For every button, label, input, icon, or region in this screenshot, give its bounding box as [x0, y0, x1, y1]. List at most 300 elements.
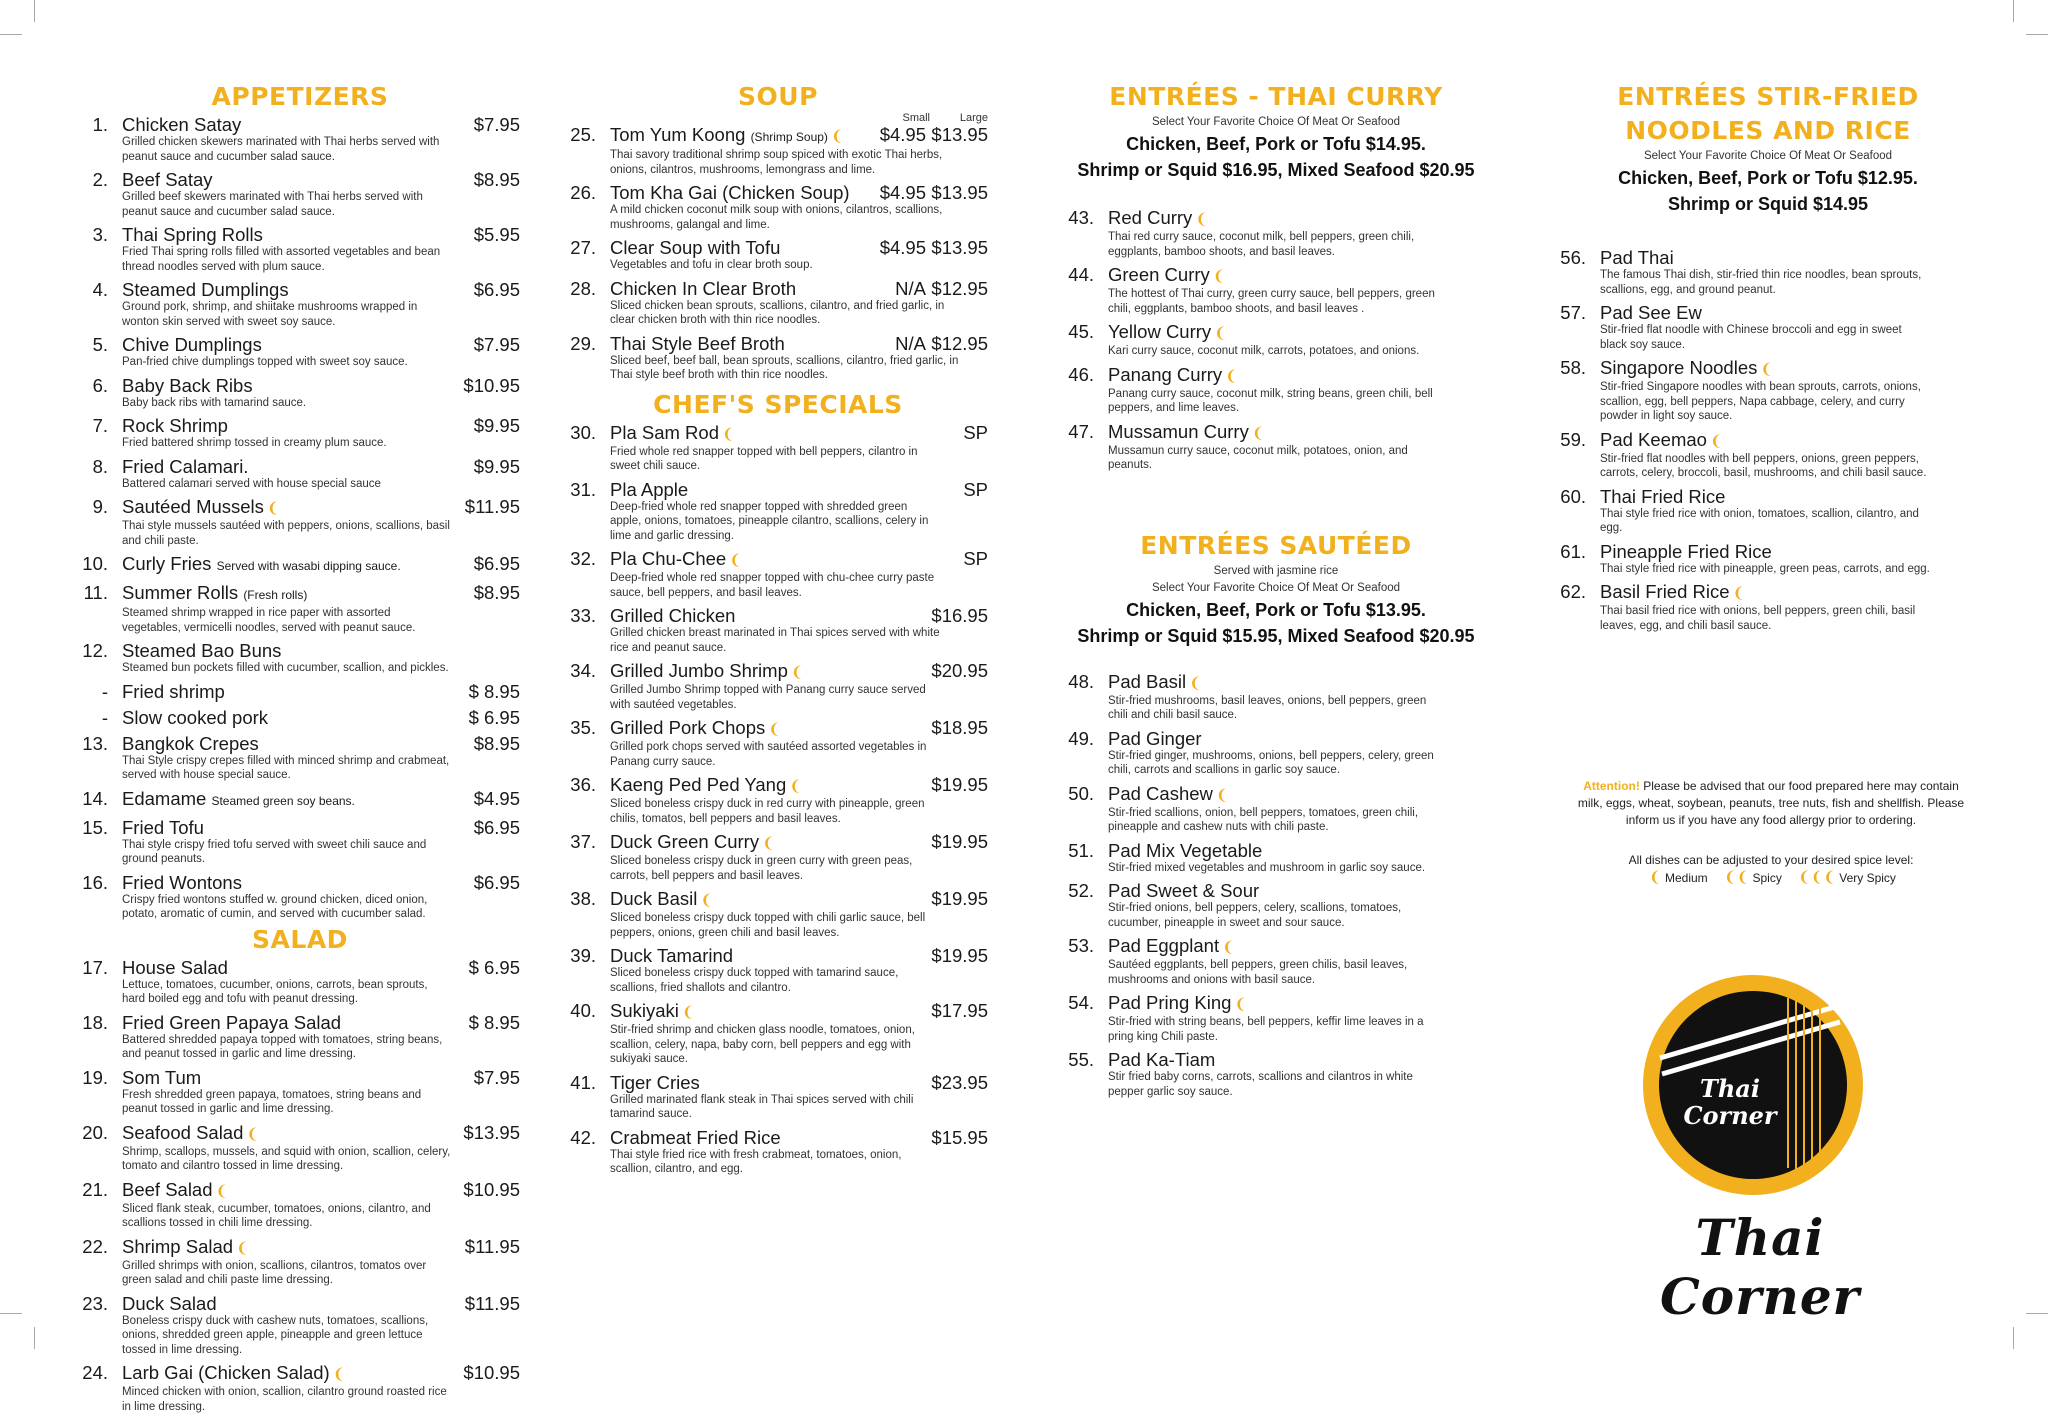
item-description: Fresh shredded green papaya, tomatoes, string beans and peanut tossed in garlic and lime dressing.: [122, 1088, 422, 1115]
menu-item-row: [568, 831, 988, 854]
item-note: Served with wasabi dipping sauce.: [216, 559, 401, 573]
item-name-group: [610, 831, 931, 854]
item-name-group: [610, 605, 931, 626]
menu-item: [568, 333, 988, 383]
crop-mark: [2013, 1327, 2014, 1349]
menu-item: [568, 124, 988, 177]
item-name: Kaeng Ped Ped Yang: [610, 774, 787, 795]
large-price: $13.95: [931, 124, 988, 145]
item-number: 34.: [570, 660, 596, 681]
chili-icon: ❨❨: [1724, 869, 1750, 886]
item-name: Pad See Ew: [1600, 302, 1702, 323]
curry-title: ENTRÉES - THAI CURRY: [1109, 82, 1443, 111]
item-name-group: [1600, 247, 1978, 268]
menu-item: [80, 415, 520, 451]
menu-item-row: [1066, 421, 1486, 444]
menu-item-row: [1066, 671, 1486, 694]
item-number: 16.: [82, 871, 108, 893]
item-name-group: [1108, 880, 1486, 901]
chili-icon: ❨: [1732, 585, 1746, 602]
item-number: 9.: [92, 496, 108, 517]
item-description: Thai style fried rice with onion, tomatoes, scallion, cilantro, and egg.: [1600, 507, 1919, 534]
item-name-group: [122, 788, 474, 812]
item-description: Stir-fried with string beans, bell peppers, keffir lime leaves in a pring king Chili paste.: [1108, 1016, 1424, 1043]
menu-item-row: [80, 1012, 520, 1033]
menu-item-row: [568, 278, 988, 299]
menu-item-row: [568, 182, 988, 203]
item-description: Thai style fried rice with fresh crabmeat, tomatoes, onion, scallion, cilantro, and egg.: [610, 1148, 902, 1175]
item-name-group: [610, 774, 931, 797]
menu-item-row: [80, 1067, 520, 1088]
menu-item: [568, 182, 988, 232]
spice-level-icons: [1576, 869, 1966, 887]
item-price: $11.95: [464, 496, 520, 517]
menu-item: [1066, 321, 1486, 359]
sauteed-subtitle-1: Served with jasmine rice: [1213, 564, 1339, 577]
item-name-group: [122, 114, 474, 135]
small-price: $4.95: [879, 124, 926, 145]
item-number: 11.: [83, 582, 108, 603]
crop-mark: [2026, 1313, 2048, 1314]
menu-item-row: [1066, 783, 1486, 806]
item-price: $11.95: [464, 1292, 520, 1314]
item-number: 31.: [570, 478, 596, 500]
logo-text-line-2: Corner: [1683, 1101, 1777, 1130]
item-number: 36.: [570, 774, 596, 795]
menu-item-row: [568, 1000, 988, 1023]
chili-icon: ❨: [789, 778, 802, 795]
item-price: SP: [963, 421, 988, 443]
menu-item: [80, 681, 520, 702]
salad-list: [80, 957, 520, 1415]
item-name: Bangkok Crepes: [122, 732, 259, 754]
crop-mark: [0, 1313, 22, 1314]
item-description: Lettuce, tomatoes, cucumber, onions, carrots, bean sprouts, hard boiled egg and tofu with peanut dressing.: [122, 978, 428, 1005]
item-name: Panang Curry: [1108, 363, 1223, 385]
item-description: Stir-fried mushrooms, basil leaves, onions, bell peppers, green chili and chili basil sauce.: [1108, 694, 1427, 721]
chili-icon: ❨: [790, 664, 804, 681]
chili-icon: ❨: [1760, 361, 1773, 378]
item-price: $6.95: [473, 871, 520, 893]
item-name-group: [1108, 935, 1486, 958]
menu-item-row: [568, 660, 988, 683]
item-price: $ 8.95: [468, 1011, 520, 1033]
item-name: Baby Back Ribs: [122, 374, 253, 396]
item-name: Tom Kha Gai (Chicken Soup): [610, 182, 850, 203]
item-description: Battered calamari served with house special sauce: [122, 477, 381, 490]
menu-item: [568, 1072, 988, 1122]
item-name-group: [610, 479, 963, 500]
chili-icon: ❨: [1195, 211, 1208, 228]
item-price: $ 8.95: [468, 680, 520, 702]
menu-item-row: [1558, 429, 1978, 452]
brand-name: Thai Corner: [1660, 1208, 1860, 1326]
item-number: 6.: [92, 374, 108, 396]
size-small-label: Small: [902, 112, 930, 124]
item-description: Sliced beef, beef ball, bean sprouts, scallions, cilantro, fried garlic, in Thai style beef broth with thin rice noodles.: [610, 354, 959, 381]
item-number: 14.: [82, 787, 108, 809]
item-description: Stir-fried ginger, mushrooms, onions, bell peppers, celery, green chili, carrots and scallions in garlic soy sauce.: [1108, 749, 1434, 776]
item-number: 2.: [92, 169, 108, 190]
item-name: Pla Apple: [610, 478, 689, 500]
item-name: Chive Dumplings: [122, 334, 262, 355]
item-name-group: [610, 660, 931, 683]
item-name-group: [610, 548, 963, 571]
item-description: Deep-fried whole red snapper topped with chu-chee curry paste sauce, bell peppers, and basil leaves.: [610, 572, 935, 599]
item-description: Thai basil fried rice with onions, bell peppers, green chili, basil leaves, egg, and chili basil sauce.: [1600, 605, 1916, 632]
menu-item: [80, 1236, 520, 1288]
item-number: 39.: [570, 945, 596, 966]
menu-item-row: [80, 788, 520, 812]
item-name-group: [122, 582, 474, 606]
item-price: $19.95: [931, 774, 988, 795]
item-description: Thai style fried rice with pineapple, green peas, carrots, and egg.: [1600, 562, 1930, 575]
chili-icon: ❨: [762, 835, 775, 852]
sauteed-list: [1066, 671, 1486, 1100]
item-name: Thai Spring Rolls: [122, 224, 263, 245]
menu-item: [80, 279, 520, 329]
menu-item: [1066, 207, 1486, 259]
chili-icon: ❨: [700, 892, 713, 909]
menu-item-row: [568, 479, 988, 500]
menu-item-row: [1558, 302, 1978, 323]
item-name-group: [610, 1127, 931, 1148]
item-description: Grilled Jumbo Shrimp topped with Panang curry sauce served with sautéed vegetables.: [610, 684, 926, 711]
item-name-group: [610, 182, 866, 203]
menu-item-row: [1558, 486, 1978, 507]
item-number: -: [101, 680, 108, 702]
item-number: 25.: [570, 124, 596, 145]
item-name: Shrimp Salad: [122, 1235, 234, 1257]
item-name-group: [122, 872, 474, 893]
menu-item: [80, 957, 520, 1007]
menu-item: [1066, 1049, 1486, 1099]
item-description: Stir-fried onions, bell peppers, celery, scallions, tomatoes, cucumber, pineapple in sweet and sour sauce.: [1108, 902, 1402, 929]
menu-item-row: [568, 1072, 988, 1093]
item-number: 28.: [570, 277, 596, 299]
large-price: $12.95: [931, 332, 988, 354]
item-number: 57.: [1560, 302, 1586, 323]
item-price: SP: [963, 548, 988, 569]
item-number: 54.: [1068, 992, 1094, 1013]
chili-icon: ❨: [722, 425, 735, 443]
menu-item-row: [1066, 840, 1486, 861]
menu-item: [80, 707, 520, 728]
item-price: $16.95: [931, 605, 988, 626]
sauteed-subtitle-2: Select Your Favorite Choice Of Meat Or Seafood: [1151, 581, 1401, 594]
menu-item: [1558, 247, 1978, 297]
item-name-group: [122, 456, 474, 477]
item-name: Clear Soup with Tofu: [610, 237, 781, 258]
menu-item-row: [80, 733, 520, 754]
chili-icon: ❨: [332, 1366, 346, 1383]
item-name-group: [122, 553, 474, 577]
menu-item-row: [80, 415, 520, 436]
menu-item: [568, 888, 988, 940]
item-number: 17.: [82, 956, 108, 978]
menu-item: [568, 660, 988, 712]
menu-item-row: [80, 334, 520, 355]
item-description: Ground pork, shrimp, and shiitake mushrooms wrapped in wonton skin served with sweet soy sauce.: [122, 301, 418, 328]
item-name-group: [122, 1362, 463, 1385]
item-name-group: [610, 278, 866, 299]
item-price: $11.95: [464, 1235, 520, 1257]
menu-item: [80, 1122, 520, 1174]
item-name: Pad Basil: [1108, 670, 1187, 692]
attention-text: Please be advised that our food prepared here may contain milk, eggs, wheat, soybean, peanuts, tree nuts, fish and shellfish. Please inform us if you have any food allergy prior to ordering.: [1577, 779, 1965, 827]
item-description: Grilled chicken breast marinated in Thai spices served with white rice and peanut sauce.: [610, 627, 940, 654]
large-price: $13.95: [931, 182, 988, 203]
menu-item-row: [80, 817, 520, 838]
menu-item-row: [1558, 247, 1978, 268]
item-number: 44.: [1068, 264, 1094, 285]
item-description: The famous Thai dish, stir-fried thin rice noodles, bean sprouts, scallions, egg, and ground peanut.: [1600, 269, 1922, 296]
item-description: Thai red curry sauce, coconut milk, bell peppers, green chili, eggplants, bamboo shoots, and basil leaves.: [1108, 231, 1415, 258]
menu-item-row: [80, 582, 520, 606]
item-name-group: [1108, 840, 1486, 861]
item-name: Pad Cashew: [1108, 782, 1213, 804]
item-description: Sliced boneless crispy duck in red curry with pineapple, green chilis, tomatos, bell peppers and basil leaves.: [610, 798, 925, 825]
noodles-list: [1558, 247, 1978, 633]
item-description: Panang curry sauce, coconut milk, string beans, green chili, bell peppers, and lime leaves.: [1108, 387, 1433, 414]
item-name: Pad Ka-Tiam: [1108, 1049, 1216, 1070]
item-description: Crispy fried wontons stuffed w. ground chicken, diced onion, potato, aromatic of cumin, and served with cucumber salad.: [122, 893, 428, 920]
menu-item: [80, 582, 520, 635]
item-note: (Shrimp Soup): [750, 130, 828, 144]
item-description: Deep-fried whole red snapper topped with shredded green apple, onions, tomatoes, pineapple cilantro, scallions, celery in lime and garlic dressing.: [610, 500, 929, 542]
item-description: Sliced boneless crispy duck topped with tamarind sauce, scallions, fried shallots and cilantro.: [610, 967, 899, 994]
item-name-group: [1108, 364, 1486, 387]
menu-item-row: [568, 1127, 988, 1148]
item-name: Thai Style Beef Broth: [610, 332, 785, 354]
item-name-group: [122, 733, 474, 754]
item-number: 8.: [92, 455, 108, 477]
menu-item-row: [80, 375, 520, 396]
item-name-group: [122, 1179, 463, 1202]
item-note: Steamed green soy beans.: [211, 793, 355, 808]
item-number: 10.: [82, 553, 108, 574]
menu-item: [568, 548, 988, 600]
item-description: Pan-fried chive dumplings topped with sweet soy sauce.: [122, 356, 408, 368]
item-description: Baby back ribs with tamarind sauce.: [122, 396, 307, 409]
item-name: Duck Tamarind: [610, 945, 734, 966]
crop-mark: [2026, 34, 2048, 35]
item-name: Pad Eggplant: [1108, 935, 1220, 956]
item-name: Pad Mix Vegetable: [1108, 839, 1263, 861]
item-number: 45.: [1068, 321, 1094, 342]
curry-subtitle: Select Your Favorite Choice Of Meat Or Seafood: [1151, 116, 1401, 128]
menu-item-row: [80, 681, 520, 702]
menu-item-row: [568, 124, 988, 148]
menu-item-row: [80, 1362, 520, 1385]
curry-list: [1066, 207, 1486, 473]
item-number: 22.: [82, 1235, 108, 1257]
item-name: Pad Keemao: [1600, 428, 1707, 450]
item-name-group: [1108, 264, 1486, 287]
menu-item: [1558, 302, 1978, 352]
item-description: Grilled pork chops served with sautéed assorted vegetables in Panang curry sauce.: [610, 741, 927, 768]
item-number: 61.: [1560, 540, 1586, 562]
item-name: Pad Ginger: [1108, 727, 1202, 749]
item-name-group: [122, 415, 474, 436]
item-name: Pineapple Fried Rice: [1600, 540, 1772, 562]
noodles-rice-column: [1558, 80, 1978, 638]
item-number: 19.: [82, 1066, 108, 1088]
item-description: Fried battered shrimp tossed in creamy plum sauce.: [122, 437, 387, 449]
item-name-group: [1108, 421, 1486, 444]
menu-item: [1066, 783, 1486, 835]
item-name: Beef Salad: [122, 1178, 213, 1200]
item-number: 4.: [92, 279, 108, 300]
crop-mark: [34, 0, 35, 22]
item-description: Boneless crispy duck with cashew nuts, tomatoes, scallions, onions, shredded green apple, pineapple and green lettuce tossed in lime dressing.: [122, 1314, 429, 1356]
menu-item: [568, 831, 988, 883]
item-number: 3.: [92, 224, 108, 245]
item-name: Grilled Chicken: [610, 605, 736, 626]
menu-item: [1066, 935, 1486, 987]
item-name-group: [610, 124, 866, 148]
item-name-group: [122, 279, 474, 300]
item-price: $8.95: [473, 582, 520, 603]
spice-level-intro: All dishes can be adjusted to your desired spice level:: [1628, 853, 1914, 867]
item-number: 40.: [570, 1000, 596, 1021]
crop-mark: [0, 34, 22, 35]
item-number: 62.: [1560, 581, 1586, 602]
item-name: Som Tum: [122, 1066, 202, 1088]
item-name: Chicken Satay: [122, 114, 242, 135]
item-name-group: [1108, 1049, 1486, 1070]
menu-item-row: [568, 333, 988, 354]
appetizers-salad-column: [80, 80, 520, 1419]
large-price: $12.95: [931, 277, 988, 299]
item-name: Curly Fries: [122, 553, 212, 574]
chili-icon: ❨: [681, 1004, 695, 1021]
item-number: 26.: [570, 182, 596, 203]
item-price: $13.95: [463, 1121, 520, 1143]
menu-item-row: [80, 872, 520, 893]
item-description: Sliced boneless crispy duck in green curry with green peas, carrots, bell peppers and basil leaves.: [610, 855, 913, 882]
noodles-subtitle: Select Your Favorite Choice Of Meat Or Seafood: [1643, 150, 1893, 162]
item-name-group: [610, 1000, 931, 1023]
menu-item: [80, 817, 520, 867]
menu-item: [1558, 541, 1978, 577]
item-name: Crabmeat Fried Rice: [610, 1126, 781, 1148]
item-name-group: [1108, 728, 1486, 749]
item-name-group: [122, 1012, 469, 1033]
item-name: Duck Basil: [610, 888, 698, 909]
item-number: 56.: [1560, 247, 1586, 268]
menu-item: [1066, 421, 1486, 473]
menu-item-row: [568, 717, 988, 740]
noodles-title-line-2: NOODLES AND RICE: [1625, 116, 1911, 145]
item-number: 53.: [1068, 935, 1094, 956]
menu-item-row: [1066, 1049, 1486, 1070]
item-number: 15.: [82, 816, 108, 838]
item-number: 5.: [92, 334, 108, 355]
menu-item: [568, 1127, 988, 1177]
item-description: Grilled shrimps with onion, scallions, cilantros, tomatos over green salad and chili paste lime dressing.: [122, 1259, 427, 1286]
item-number: 13.: [82, 732, 108, 754]
item-number: 29.: [570, 332, 596, 354]
menu-item: [1558, 581, 1978, 633]
menu-item: [80, 334, 520, 370]
item-description: The hottest of Thai curry, green curry sauce, bell peppers, green chili, eggplants, bamboo shoots, and basil leaves .: [1108, 288, 1435, 315]
noodles-price-line-1: Chicken, Beef, Pork or Tofu $12.95.: [1618, 168, 1918, 188]
menu-item: [568, 422, 988, 474]
menu-item: [1066, 264, 1486, 316]
item-description: Stir fried baby corns, carrots, scallions and cilantros in white pepper garlic soy sauce.: [1108, 1071, 1413, 1098]
item-price: SP: [963, 478, 988, 500]
chili-icon: ❨: [1251, 424, 1265, 442]
item-name: Fried Wontons: [122, 871, 242, 893]
item-description: Minced chicken with onion, scallion, cilantro ground roasted rice in lime dressing.: [122, 1386, 447, 1413]
menu-item: [80, 456, 520, 492]
item-name-group: [610, 945, 931, 966]
menu-item-row: [1558, 541, 1978, 562]
item-price: $8.95: [473, 732, 520, 754]
item-name: Pad Pring King: [1108, 992, 1232, 1013]
item-price: $8.95: [473, 169, 520, 190]
item-name-group: [122, 1293, 465, 1314]
item-number: 30.: [570, 421, 596, 443]
menu-item-row: [1066, 728, 1486, 749]
item-name: Steamed Dumplings: [122, 279, 289, 300]
item-name: Yellow Curry: [1108, 321, 1212, 342]
menu-item-row: [80, 169, 520, 190]
item-number: 51.: [1068, 839, 1094, 861]
item-name: Fried shrimp: [122, 680, 225, 702]
item-number: 38.: [570, 888, 596, 909]
menu-item-row: [568, 548, 988, 571]
item-number: 42.: [570, 1126, 596, 1148]
menu-item: [1066, 728, 1486, 778]
item-description: Sliced boneless crispy duck topped with chili garlic sauce, bell peppers, onions, green chili and basil leaves.: [610, 912, 926, 939]
chili-icon: ❨: [1215, 786, 1229, 804]
menu-item-row: [80, 1179, 520, 1202]
menu-item-row: [568, 888, 988, 911]
menu-item-row: [1066, 264, 1486, 287]
menu-item: [80, 788, 520, 812]
menu-item: [568, 278, 988, 328]
item-number: 58.: [1560, 357, 1586, 378]
item-price: $5.95: [473, 224, 520, 245]
item-description: Steamed bun pockets filled with cucumber, scallion, and pickles.: [122, 662, 449, 674]
menu-item-row: [1066, 880, 1486, 901]
item-description: Stir-fried flat noodle with Chinese broccoli and egg in sweet black soy sauce.: [1600, 324, 1902, 351]
menu-item-row: [80, 224, 520, 245]
item-name: Pla Chu-Chee: [610, 548, 727, 569]
item-price: $6.95: [473, 816, 520, 838]
menu-item: [1066, 671, 1486, 723]
item-description: Thai style crispy fried tofu served with sweet chili sauce and ground peanuts.: [122, 838, 427, 865]
item-name: Tiger Cries: [610, 1071, 700, 1093]
item-description: Stir-fried scallions, onion, bell peppers, tomatoes, green chili, pineapple and cashew nuts with chili paste.: [1108, 806, 1419, 833]
chili-icon: ❨: [830, 128, 844, 145]
item-price: $19.95: [931, 831, 988, 852]
small-price: $4.95: [879, 237, 926, 258]
menu-item: [80, 224, 520, 274]
item-name: Larb Gai (Chicken Salad): [122, 1362, 330, 1383]
size-large-label: Large: [959, 112, 988, 124]
menu-item: [568, 605, 988, 655]
item-note: (Fresh rolls): [243, 588, 308, 602]
menu-item-row: [568, 237, 988, 258]
item-number: 55.: [1068, 1049, 1094, 1070]
menu-item: [80, 1012, 520, 1062]
menu-item: [1066, 364, 1486, 416]
item-description: Grilled chicken skewers marinated with Thai herbs served with peanut sauce and cucumber salad sauce.: [122, 136, 440, 163]
item-description: Kari curry sauce, coconut milk, carrots, potatoes, and onions.: [1108, 345, 1420, 357]
